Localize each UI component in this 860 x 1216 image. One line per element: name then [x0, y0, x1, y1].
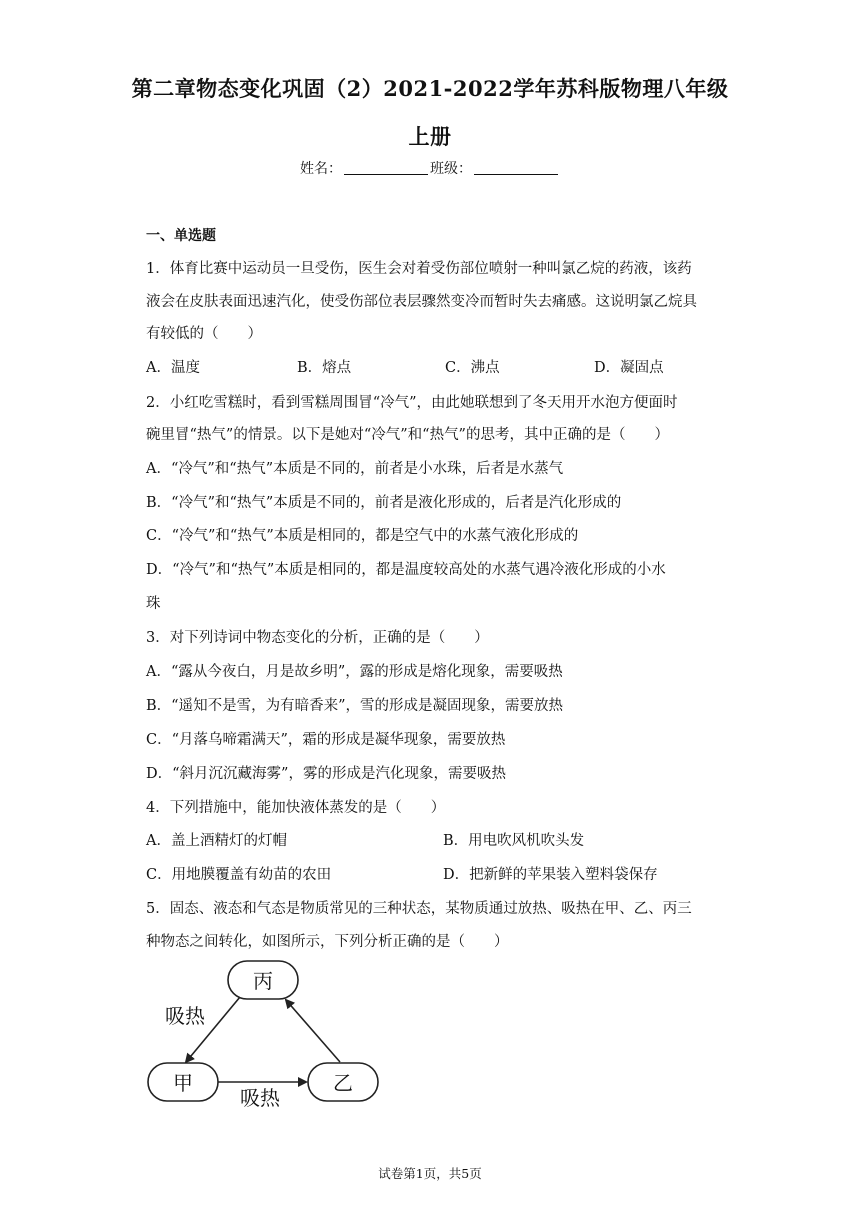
q2-option-c[interactable]: C．“冷气”和“热气”本质是相同的，都是空气中的水蒸气液化形成的: [146, 528, 579, 544]
q4-option-c[interactable]: C．用地膜覆盖有幼苗的农田: [146, 867, 332, 883]
q2-option-d[interactable]: D．“冷气”和“热气”本质是相同的，都是温度较高处的水蒸气遇冷液化形成的小水: [146, 562, 666, 578]
label-absorb-heat-2: 吸热: [240, 1086, 280, 1110]
q2-line1: 2．小红吃雪糕时，看到雪糕周围冒“冷气”，由此她联想到了冬天用开水泡方便面时: [146, 395, 678, 411]
name-blank[interactable]: [344, 160, 428, 175]
q1-option-a[interactable]: A．温度: [146, 360, 200, 376]
q3-line1: 3．对下列诗词中物态变化的分析，正确的是（ ）: [146, 630, 489, 646]
q1-option-d[interactable]: D．凝固点: [594, 360, 664, 376]
q1-option-b[interactable]: B．熔点: [297, 360, 352, 376]
student-info: [0, 158, 860, 178]
arrow-yi-to-bing: [286, 1000, 340, 1062]
q2-option-b[interactable]: B．“冷气”和“热气”本质是不同的，前者是液化形成的，后者是汽化形成的: [146, 495, 622, 511]
q1-line1: 1．体育比赛中运动员一旦受伤，医生会对着受伤部位喷射一种叫氯乙烷的药液，该药: [146, 261, 692, 277]
q1-line3: 有较低的（ ）: [146, 326, 262, 342]
q4-option-d[interactable]: D．把新鲜的苹果装入塑料袋保存: [443, 867, 658, 883]
q3-option-b[interactable]: B．“遥知不是雪，为有暗香来”，雪的形成是凝固现象，需要放热: [146, 698, 563, 714]
q2-option-a[interactable]: A．“冷气”和“热气”本质是不同的，前者是小水珠，后者是水蒸气: [146, 461, 564, 477]
q5-line2: 种物态之间转化，如图所示，下列分析正确的是（ ）: [146, 934, 509, 950]
q5-line1: 5．固态、液态和气态是物质常见的三种状态，某物质通过放热、吸热在甲、乙、丙三: [146, 901, 692, 917]
q3-option-d[interactable]: D．“斜月沉沉藏海雾”，雾的形成是汽化现象，需要吸热: [146, 766, 506, 782]
q2-option-d-cont: 珠: [146, 596, 161, 612]
q4-option-b[interactable]: B．用电吹风机吹头发: [443, 833, 585, 849]
q3-option-c[interactable]: C．“月落乌啼霜满天”，霜的形成是凝华现象，需要放热: [146, 732, 506, 748]
class-blank[interactable]: [474, 160, 558, 175]
label-absorb-heat-1: 吸热: [165, 1004, 205, 1028]
q1-option-c[interactable]: C．沸点: [445, 360, 500, 376]
state-change-diagram: [140, 955, 390, 1115]
node-jia-label: 甲: [173, 1071, 193, 1095]
page-title-line2: 上册: [408, 124, 452, 149]
section-title: 一、单选题: [146, 228, 216, 244]
q2-line2: 碗里冒“热气”的情景。以下是她对“冷气”和“热气”的思考，其中正确的是（ ）: [146, 427, 669, 443]
q3-option-a[interactable]: A．“露从今夜白，月是故乡明”，露的形成是熔化现象，需要吸热: [146, 664, 563, 680]
node-yi-label: 乙: [333, 1071, 353, 1095]
q4-option-a[interactable]: A．盖上酒精灯的灯帽: [146, 833, 287, 849]
page-title-line1: 第二章物态变化巩固（2）2021-2022学年苏科版物理八年级: [131, 76, 729, 101]
node-bing-label: 丙: [253, 969, 273, 993]
q4-line1: 4．下列措施中，能加快液体蒸发的是（ ）: [146, 800, 446, 816]
q1-line2: 液会在皮肤表面迅速汽化，使受伤部位表层骤然变冷而暂时失去痛感。这说明氯乙烷具: [146, 294, 697, 310]
name-label: 姓名：: [300, 161, 342, 177]
page-footer: 试卷第1页，共5页: [378, 1166, 482, 1181]
class-label: 班级：: [430, 161, 472, 177]
